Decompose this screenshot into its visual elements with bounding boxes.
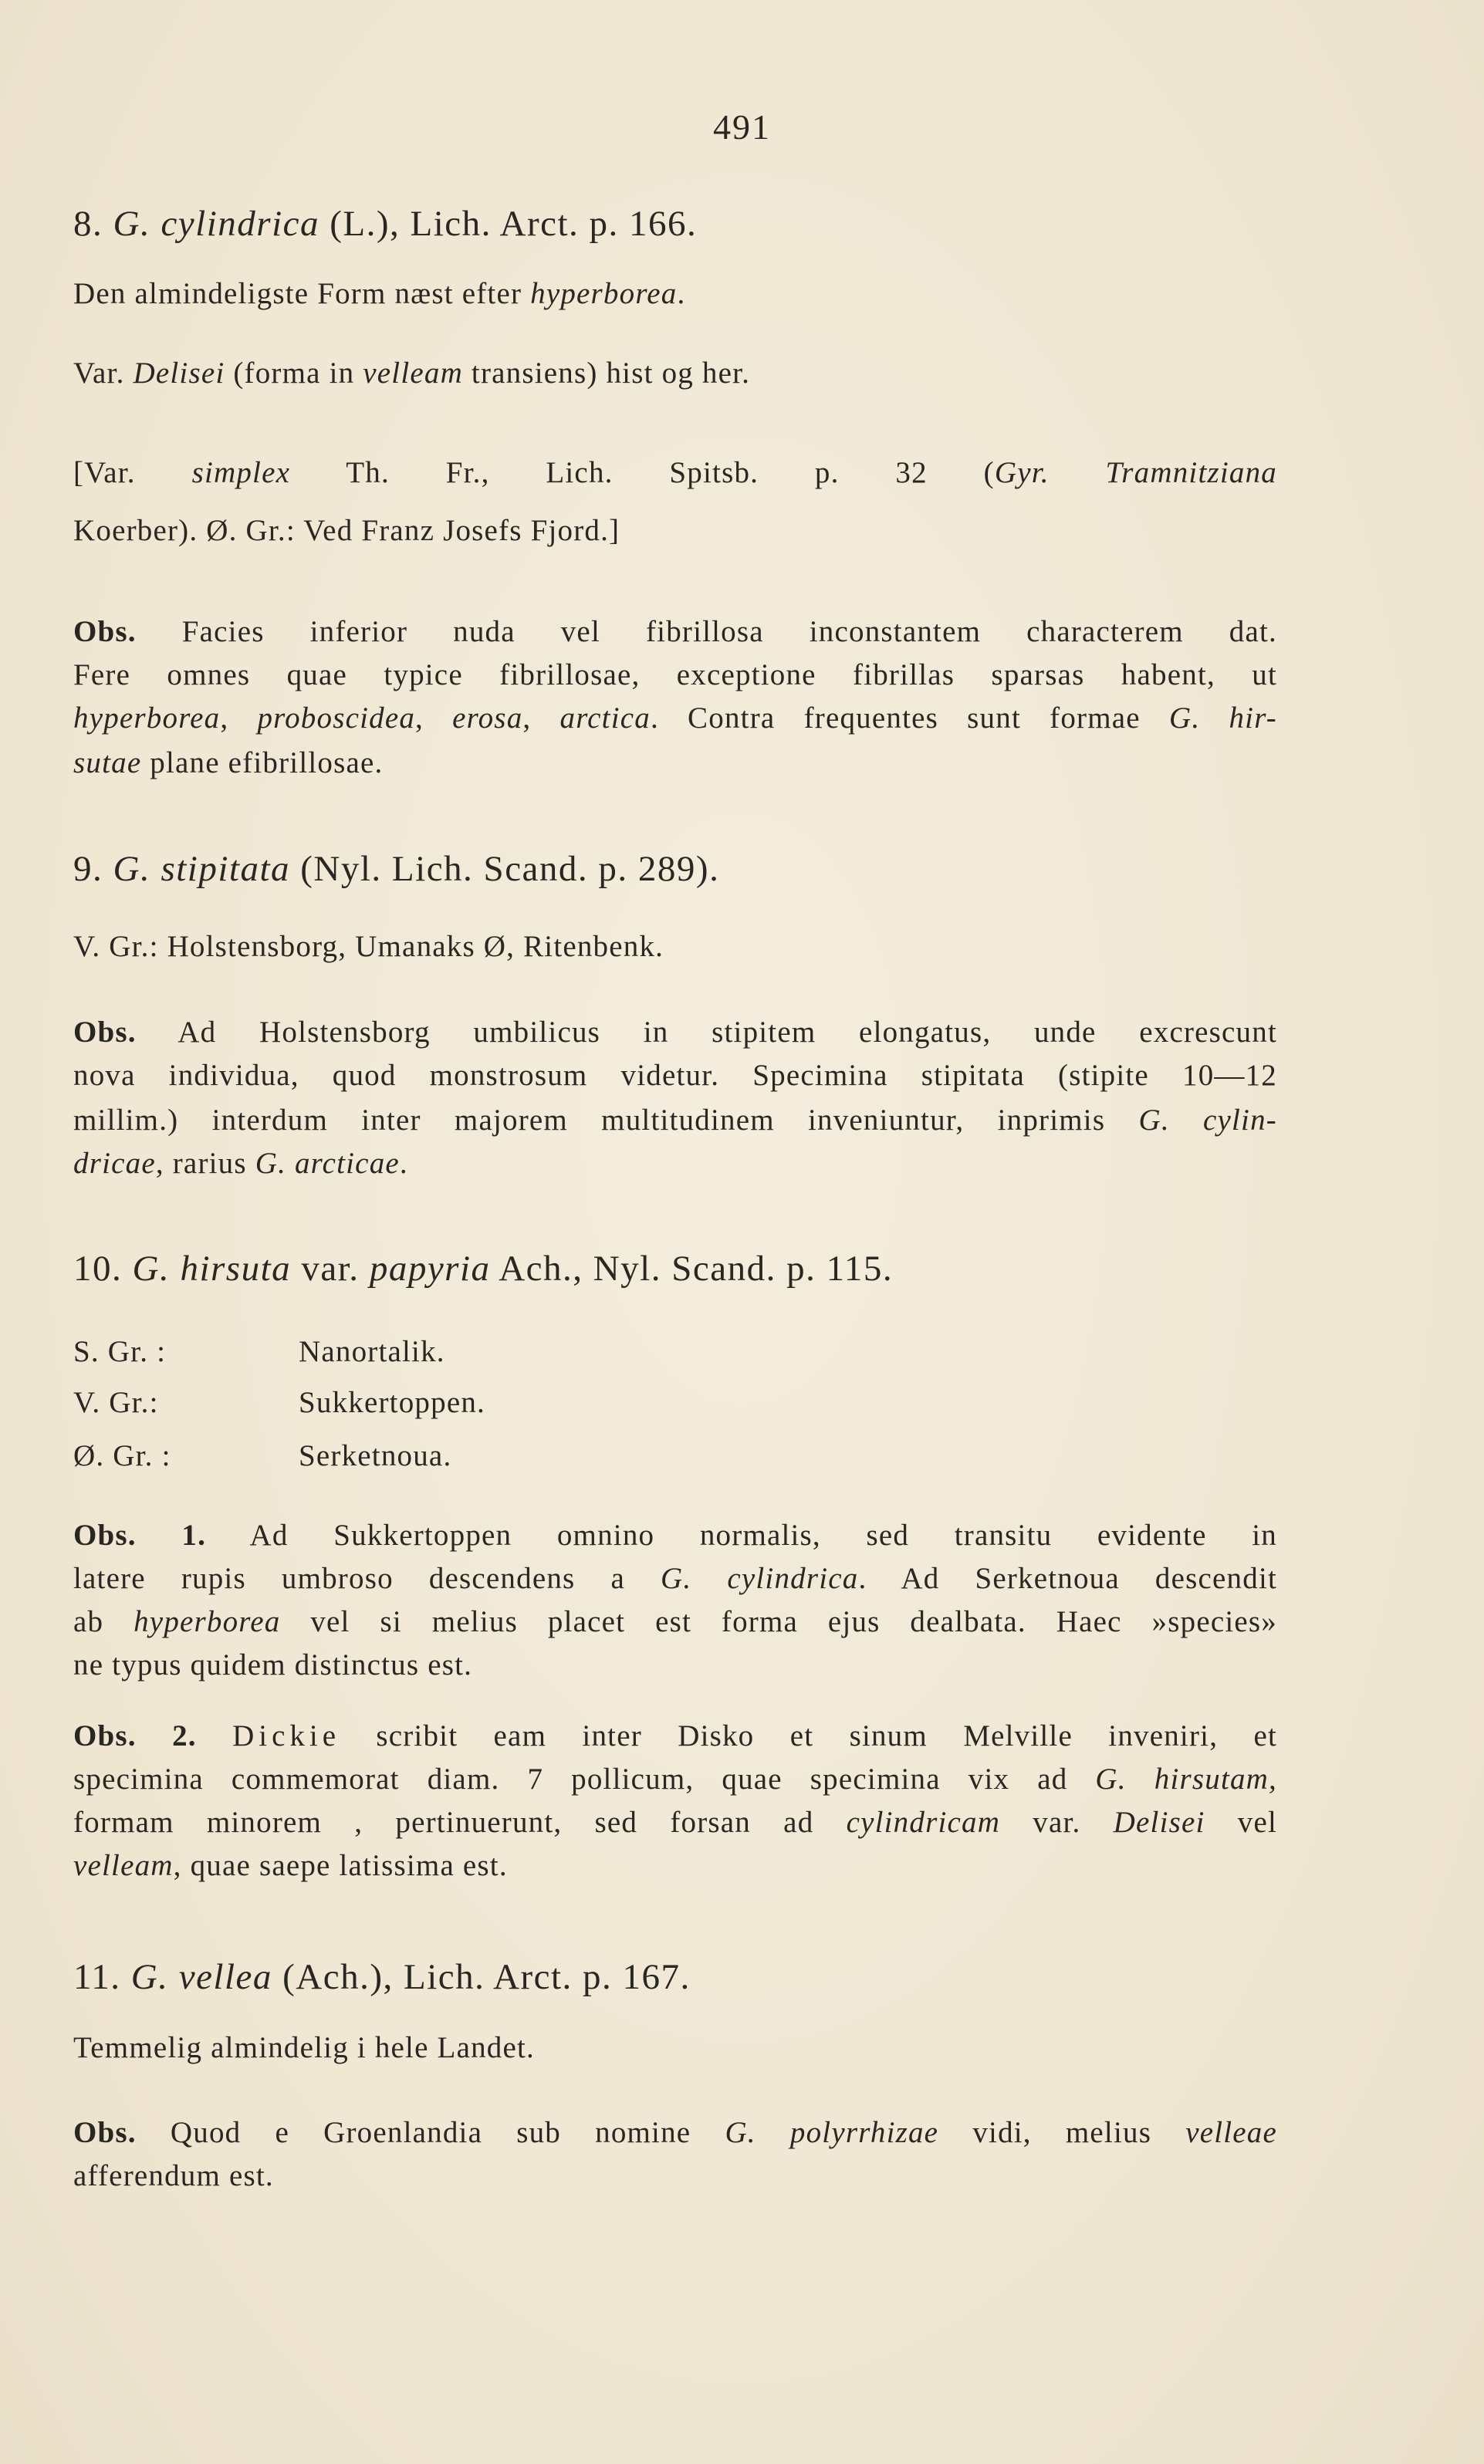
text-run: velleae [1185, 2116, 1278, 2149]
entry-9-locality: V. Gr.: Holstensborg, Umanaks Ø, Ritenbenk. [73, 930, 664, 963]
text-run: Ad Holstensborg umbilicus in stipitem elongatus, unde excrescunt [177, 1016, 1277, 1049]
text-run: erosa [452, 701, 523, 735]
text-run: Gyr. Tramnitziana [994, 456, 1277, 489]
text-run: , [220, 701, 258, 735]
text-run: 9. [73, 849, 103, 889]
entry-8-heading [73, 202, 1277, 245]
text-run: Obs. 1. [73, 1519, 207, 1552]
entry-10-obs-1 [73, 1514, 1277, 1557]
text-run: Var. [73, 357, 134, 390]
text-run: G. cylin- [1138, 1104, 1277, 1137]
entry-9-obs-line [73, 1142, 1277, 1185]
text-run: [Var. [73, 456, 192, 489]
text-run: arctica [559, 701, 651, 735]
text-run: Obs. [73, 1016, 137, 1049]
text-run: , [522, 701, 560, 735]
entry-8-obs-line [73, 742, 1277, 785]
text-run: formam minorem , pertinuerunt, sed forsan ad [73, 1806, 847, 1839]
text-run: scribit eam inter Disko et sinum Melville inveniri, et [340, 1719, 1278, 1753]
entry-8-line [73, 272, 1277, 316]
entry-8-obs-line: Fere omnes quae typice fibrillosae, exceptione fibrillas sparsas habent, ut [73, 658, 1277, 691]
text-run: papyria [369, 1249, 491, 1289]
text-run: 8. [73, 204, 103, 244]
text-run: . Ad Serketnoua descendit [858, 1562, 1278, 1595]
entry-11-obs-line: afferendum est. [73, 2159, 274, 2192]
entry-10-obs-2-line [73, 1758, 1277, 1801]
text-run: simplex [191, 456, 291, 489]
text-run: specimina commemorat diam. 7 pollicum, quae specimina vix ad [73, 1763, 1096, 1796]
text-run: var. [291, 1249, 370, 1289]
text-run: dricae [73, 1147, 156, 1180]
text-run: Delisei [133, 357, 225, 390]
text-run: Obs. 2. [73, 1719, 197, 1753]
entry-10-obs-2 [73, 1715, 1277, 1758]
text-run: G. cylindrica [661, 1562, 859, 1595]
text-run: millim.) interdum inter majorem multitudinem inveniuntur, inprimis [73, 1104, 1139, 1137]
entry-10-obs-1-line: ne typus quidem distinctus est. [73, 1648, 473, 1682]
page-number: 491 [713, 107, 771, 147]
text-run: Nanortalik. [299, 1335, 445, 1368]
entry-9-heading [73, 847, 1277, 891]
text-run: G. hirsutam, [1095, 1763, 1277, 1796]
text-run: Dickie [232, 1719, 341, 1753]
text-run: hyperborea [134, 1605, 281, 1638]
text-run: hyperborea [73, 701, 221, 735]
entry-8-var-simplex [73, 451, 1277, 495]
entry-11-line: Temmelig almindelig i hele Landet. [73, 2031, 535, 2064]
text-run: (forma in [225, 357, 363, 390]
text-run: Th. Fr., Lich. Spitsb. p. 32 ( [290, 456, 995, 489]
entry-10-locality [73, 1381, 1277, 1425]
text-run: G. stipitata [113, 849, 291, 889]
text-run: Obs. [73, 615, 137, 648]
text-run: Serketnoua. [299, 1439, 452, 1472]
entry-10-obs-1-line [73, 1557, 1277, 1600]
entry-10-heading [73, 1247, 1277, 1290]
entry-10-obs-2-line [73, 1844, 1277, 1888]
entry-8-obs-line [73, 697, 1277, 740]
text-run: Quod e Groenlandia sub nomine [170, 2116, 725, 2149]
text-run: Sukkertoppen. [299, 1386, 485, 1419]
text-run: G. polyrrhizae [725, 2116, 939, 2149]
text-run: G. cylindrica [113, 204, 319, 244]
text-run: velleam [363, 357, 463, 390]
text-run: hyperborea [530, 277, 678, 310]
entry-11-heading [73, 1955, 1277, 1999]
text-run: transiens) hist og her. [462, 357, 751, 390]
text-run: Ø. Gr. : [73, 1439, 171, 1472]
text-run: sutae [73, 746, 142, 779]
text-run: velleam [73, 1849, 174, 1882]
text-run: , rarius [155, 1147, 255, 1180]
text-run: vel [1205, 1806, 1277, 1839]
text-run: G. hirsuta [132, 1249, 292, 1289]
text-run: Facies inferior nuda vel fibrillosa inconstantem characterem dat. [181, 615, 1278, 648]
text-run: (L.), Lich. Arct. p. 166. [330, 204, 698, 244]
text-run: , quae saepe latissima est. [173, 1849, 508, 1882]
text-run: Obs. [73, 2116, 137, 2149]
text-run: latere rupis umbroso descendens a [73, 1562, 661, 1595]
entry-10-locality [73, 1330, 1277, 1374]
text-run: G. vellea [130, 1957, 272, 1997]
text-run: , [415, 701, 453, 735]
entry-8-obs [73, 610, 1277, 654]
entry-8-var-delisei [73, 352, 1277, 395]
text-run: proboscidea [257, 701, 416, 735]
text-run: V. Gr.: [73, 1386, 159, 1419]
entry-11-obs [73, 2111, 1277, 2155]
text-run: G. arcticae [255, 1147, 400, 1180]
text-run: vidi, melius [938, 2116, 1186, 2149]
text-run: cylindricam [846, 1806, 1001, 1839]
text-run: Den almindeligste Form næst efter [73, 277, 531, 310]
entry-8-var-simplex-cont: Koerber). Ø. Gr.: Ved Franz Josefs Fjord.] [73, 514, 620, 547]
entry-10-obs-1-line [73, 1600, 1277, 1644]
entry-9-obs-line: nova individua, quod monstrosum videtur. Specimina stipitata (stipite 10—12 [73, 1059, 1277, 1092]
text-run: . [677, 277, 686, 310]
text-run: 10. [73, 1249, 123, 1289]
text-run: . Contra frequentes sunt formae [650, 701, 1169, 735]
text-run: (Nyl. Lich. Scand. p. 289). [300, 849, 720, 889]
text-run: ab [73, 1605, 134, 1638]
entry-9-obs [73, 1011, 1277, 1054]
entry-10-locality [73, 1435, 1277, 1478]
text-run: plane efibrillosae. [141, 746, 384, 779]
text-run: 11. [73, 1957, 121, 1997]
text-run: S. Gr. : [73, 1335, 167, 1368]
text-run: (Ach.), Lich. Arct. p. 167. [282, 1957, 691, 1997]
text-run: var. [1000, 1806, 1114, 1839]
text-run: Ad Sukkertoppen omnino normalis, sed transitu evidente in [249, 1519, 1277, 1552]
text-run: . [399, 1147, 408, 1180]
entry-10-obs-2-line [73, 1801, 1277, 1844]
entry-9-obs-line [73, 1099, 1277, 1142]
text-run: Delisei [1113, 1806, 1205, 1839]
text-run: vel si melius placet est forma ejus dealbata. Haec »species» [280, 1605, 1277, 1638]
text-run: Ach., Nyl. Scand. p. 115. [490, 1249, 894, 1289]
text-run: G. hir- [1168, 701, 1277, 735]
